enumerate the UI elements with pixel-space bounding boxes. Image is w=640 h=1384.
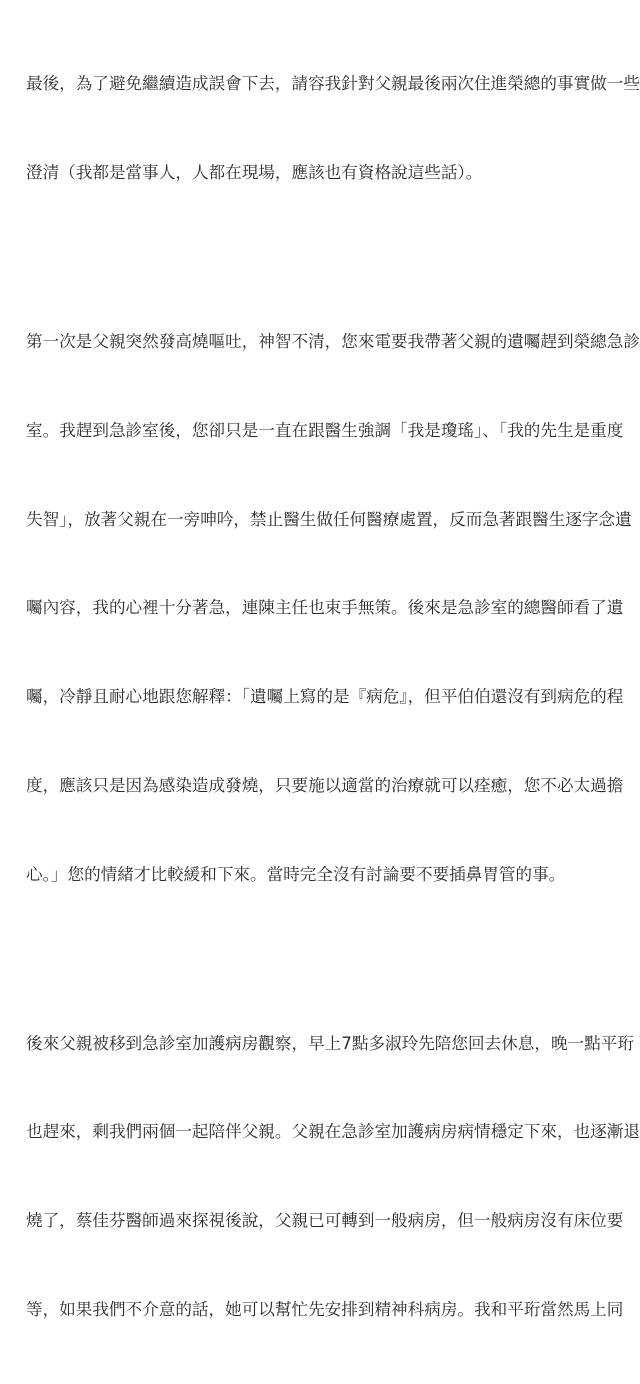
text-line: 失智」，放著父親在一旁呻吟，禁止醫生做任何醫療處置，反而急著跟醫生逐字念遺: [26, 509, 632, 529]
text-line: 室。我趕到急診室後，您卻只是一直在跟醫生強調「我是瓊瑤」、「我的先生是重度: [26, 420, 624, 440]
text-line: 也趕來，剩我們兩個一起陪伴父親。父親在急診室加護病房病情穩定下來，也逐漸退: [26, 1122, 640, 1142]
text-line: 最後，為了避免繼續造成誤會下去，請容我針對父親最後兩次住進榮總的事實做一些: [26, 74, 640, 94]
paragraph-icu-observation: [26, 969, 640, 1383]
paragraph-clarification-intro: [26, 10, 640, 247]
text-line: 心。」您的情緒才比較緩和下來。當時完全沒有討論要不要插鼻胃管的事。: [26, 864, 566, 884]
text-line: 澄清（我都是當事人，人都在現場，應該也有資格說這些話）。: [26, 162, 483, 182]
article-body: [26, 10, 640, 1384]
text-line: 後來父親被移到急診室加護病房觀察，早上7點多淑玲先陪您回去休息，晚一點平珩: [26, 1033, 634, 1053]
text-line: 囑，冷靜且耐心地跟您解釋：「遺囑上寫的是『病危』，但平伯伯還沒有到病危的程: [26, 687, 624, 707]
paragraph-spacer: [26, 948, 626, 969]
text-line: 第一次是父親突然發高燒嘔吐，神智不清，您來電要我帶著父親的遺囑趕到榮總急診: [26, 331, 640, 351]
paragraph-spacer: [26, 247, 626, 268]
paragraph-first-hospitalization: [26, 268, 640, 949]
text-line: 等，如果我們不介意的話，她可以幫忙先安排到精神科病房。我和平珩當然馬上同: [26, 1299, 624, 1319]
text-line: 囑內容，我的心裡十分著急，連陳主任也束手無策。後來是急診室的總醫師看了遺: [26, 598, 624, 618]
text-line: 燒了，蔡佳芬醫師過來探視後說，父親已可轉到一般病房，但一般病房沒有床位要: [26, 1211, 624, 1231]
text-line: 度，應該只是因為感染造成發燒，只要施以適當的治療就可以痊癒，您不必太過擔: [26, 775, 624, 795]
